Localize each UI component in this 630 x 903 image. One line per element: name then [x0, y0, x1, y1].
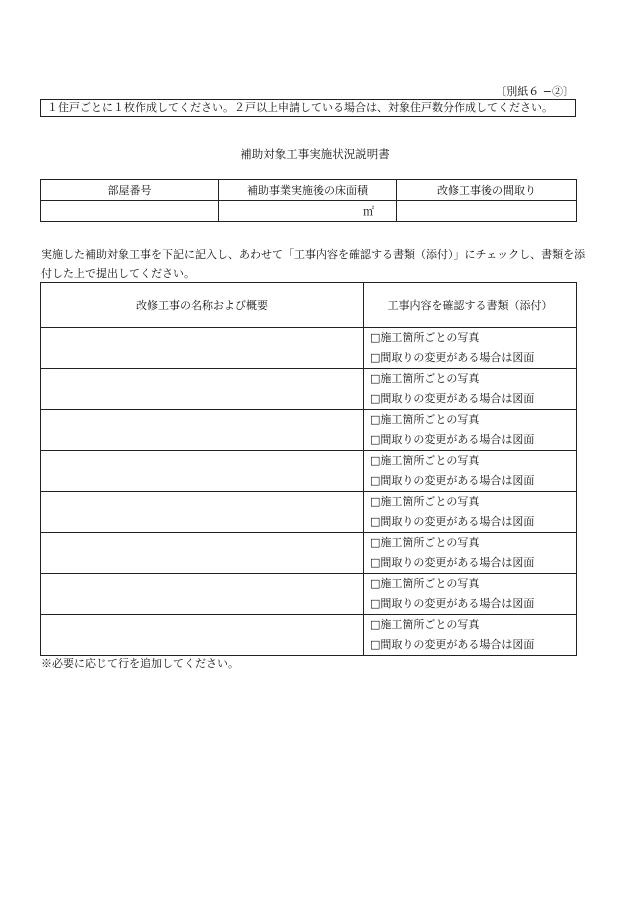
- floorplan-checkbox-item[interactable]: □間取りの変更がある場合は図面: [370, 474, 535, 487]
- photo-checkbox-item[interactable]: □施工箇所ごとの写真: [370, 618, 480, 631]
- photo-checkbox-item[interactable]: □施工箇所ごとの写真: [370, 372, 480, 385]
- room-table-input-row: [41, 201, 577, 222]
- work-name-field[interactable]: [41, 369, 364, 410]
- table-row: [41, 615, 577, 656]
- floorplan-checkbox-item[interactable]: □間取りの変更がある場合は図面: [370, 556, 535, 569]
- confirm-docs-header: 工事内容を確認する書類（添付）: [364, 283, 577, 328]
- table-row: [41, 574, 577, 615]
- confirm-docs-cell: [364, 451, 577, 492]
- confirm-docs-cell: [364, 492, 577, 533]
- layout-header: 改修工事後の間取り: [397, 180, 577, 201]
- table-row: [41, 328, 577, 369]
- floorplan-checkbox-item[interactable]: □間取りの変更がある場合は図面: [370, 433, 535, 446]
- work-name-field[interactable]: [41, 451, 364, 492]
- room-table-header-row: [41, 180, 577, 201]
- floorplan-checkbox-item[interactable]: □間取りの変更がある場合は図面: [370, 638, 535, 651]
- floorplan-checkbox-item[interactable]: □間取りの変更がある場合は図面: [370, 351, 535, 364]
- document-title: 補助対象工事実施状況説明書: [240, 147, 390, 161]
- works-table-header-row: [41, 283, 577, 328]
- table-row: [41, 410, 577, 451]
- room-number-field[interactable]: [41, 201, 219, 222]
- floor-area-header: 補助事業実施後の床面積: [219, 180, 397, 201]
- photo-checkbox-item[interactable]: □施工箇所ごとの写真: [370, 413, 480, 426]
- floorplan-checkbox-item[interactable]: □間取りの変更がある場合は図面: [370, 515, 535, 528]
- work-name-field[interactable]: [41, 574, 364, 615]
- area-unit: ㎡: [363, 205, 374, 218]
- photo-checkbox-item[interactable]: □施工箇所ごとの写真: [370, 331, 480, 344]
- photo-checkbox-item[interactable]: □施工箇所ごとの写真: [370, 454, 480, 467]
- layout-field[interactable]: [397, 201, 577, 222]
- appendix-label: 〔別紙６ −②〕: [495, 85, 574, 98]
- table-row: [41, 451, 577, 492]
- photo-checkbox-item[interactable]: □施工箇所ごとの写真: [370, 577, 480, 590]
- footnote: ※必要に応じて行を追加してください。: [41, 657, 239, 670]
- floorplan-checkbox-item[interactable]: □間取りの変更がある場合は図面: [370, 392, 535, 405]
- floor-area-field[interactable]: [219, 201, 397, 222]
- confirm-docs-cell: [364, 615, 577, 656]
- work-name-header: 改修工事の名称および概要: [41, 283, 364, 328]
- notice-box: １住戸ごとに１枚作成してください。２戸以上申請している場合は、対象住戸数分作成してください。: [40, 99, 576, 117]
- works-table-body: [41, 328, 577, 656]
- table-row: [41, 369, 577, 410]
- confirm-docs-cell: [364, 410, 577, 451]
- confirm-docs-cell: [364, 369, 577, 410]
- photo-checkbox-item[interactable]: □施工箇所ごとの写真: [370, 495, 480, 508]
- room-number-header: 部屋番号: [41, 180, 219, 201]
- instructions-text: 実施した補助対象工事を下記に記入し、あわせて「工事内容を確認する書類（添付）」にチェックし、書類を添付した上で提出してください。: [41, 248, 586, 280]
- table-row: [41, 492, 577, 533]
- work-name-field[interactable]: [41, 328, 364, 369]
- work-name-field[interactable]: [41, 410, 364, 451]
- confirm-docs-cell: [364, 328, 577, 369]
- work-name-field[interactable]: [41, 615, 364, 656]
- floorplan-checkbox-item[interactable]: □間取りの変更がある場合は図面: [370, 597, 535, 610]
- works-table: [40, 282, 577, 656]
- confirm-docs-cell: [364, 574, 577, 615]
- photo-checkbox-item[interactable]: □施工箇所ごとの写真: [370, 536, 480, 549]
- work-name-field[interactable]: [41, 533, 364, 574]
- confirm-docs-cell: [364, 533, 577, 574]
- room-info-table: [40, 179, 577, 222]
- table-row: [41, 533, 577, 574]
- work-name-field[interactable]: [41, 492, 364, 533]
